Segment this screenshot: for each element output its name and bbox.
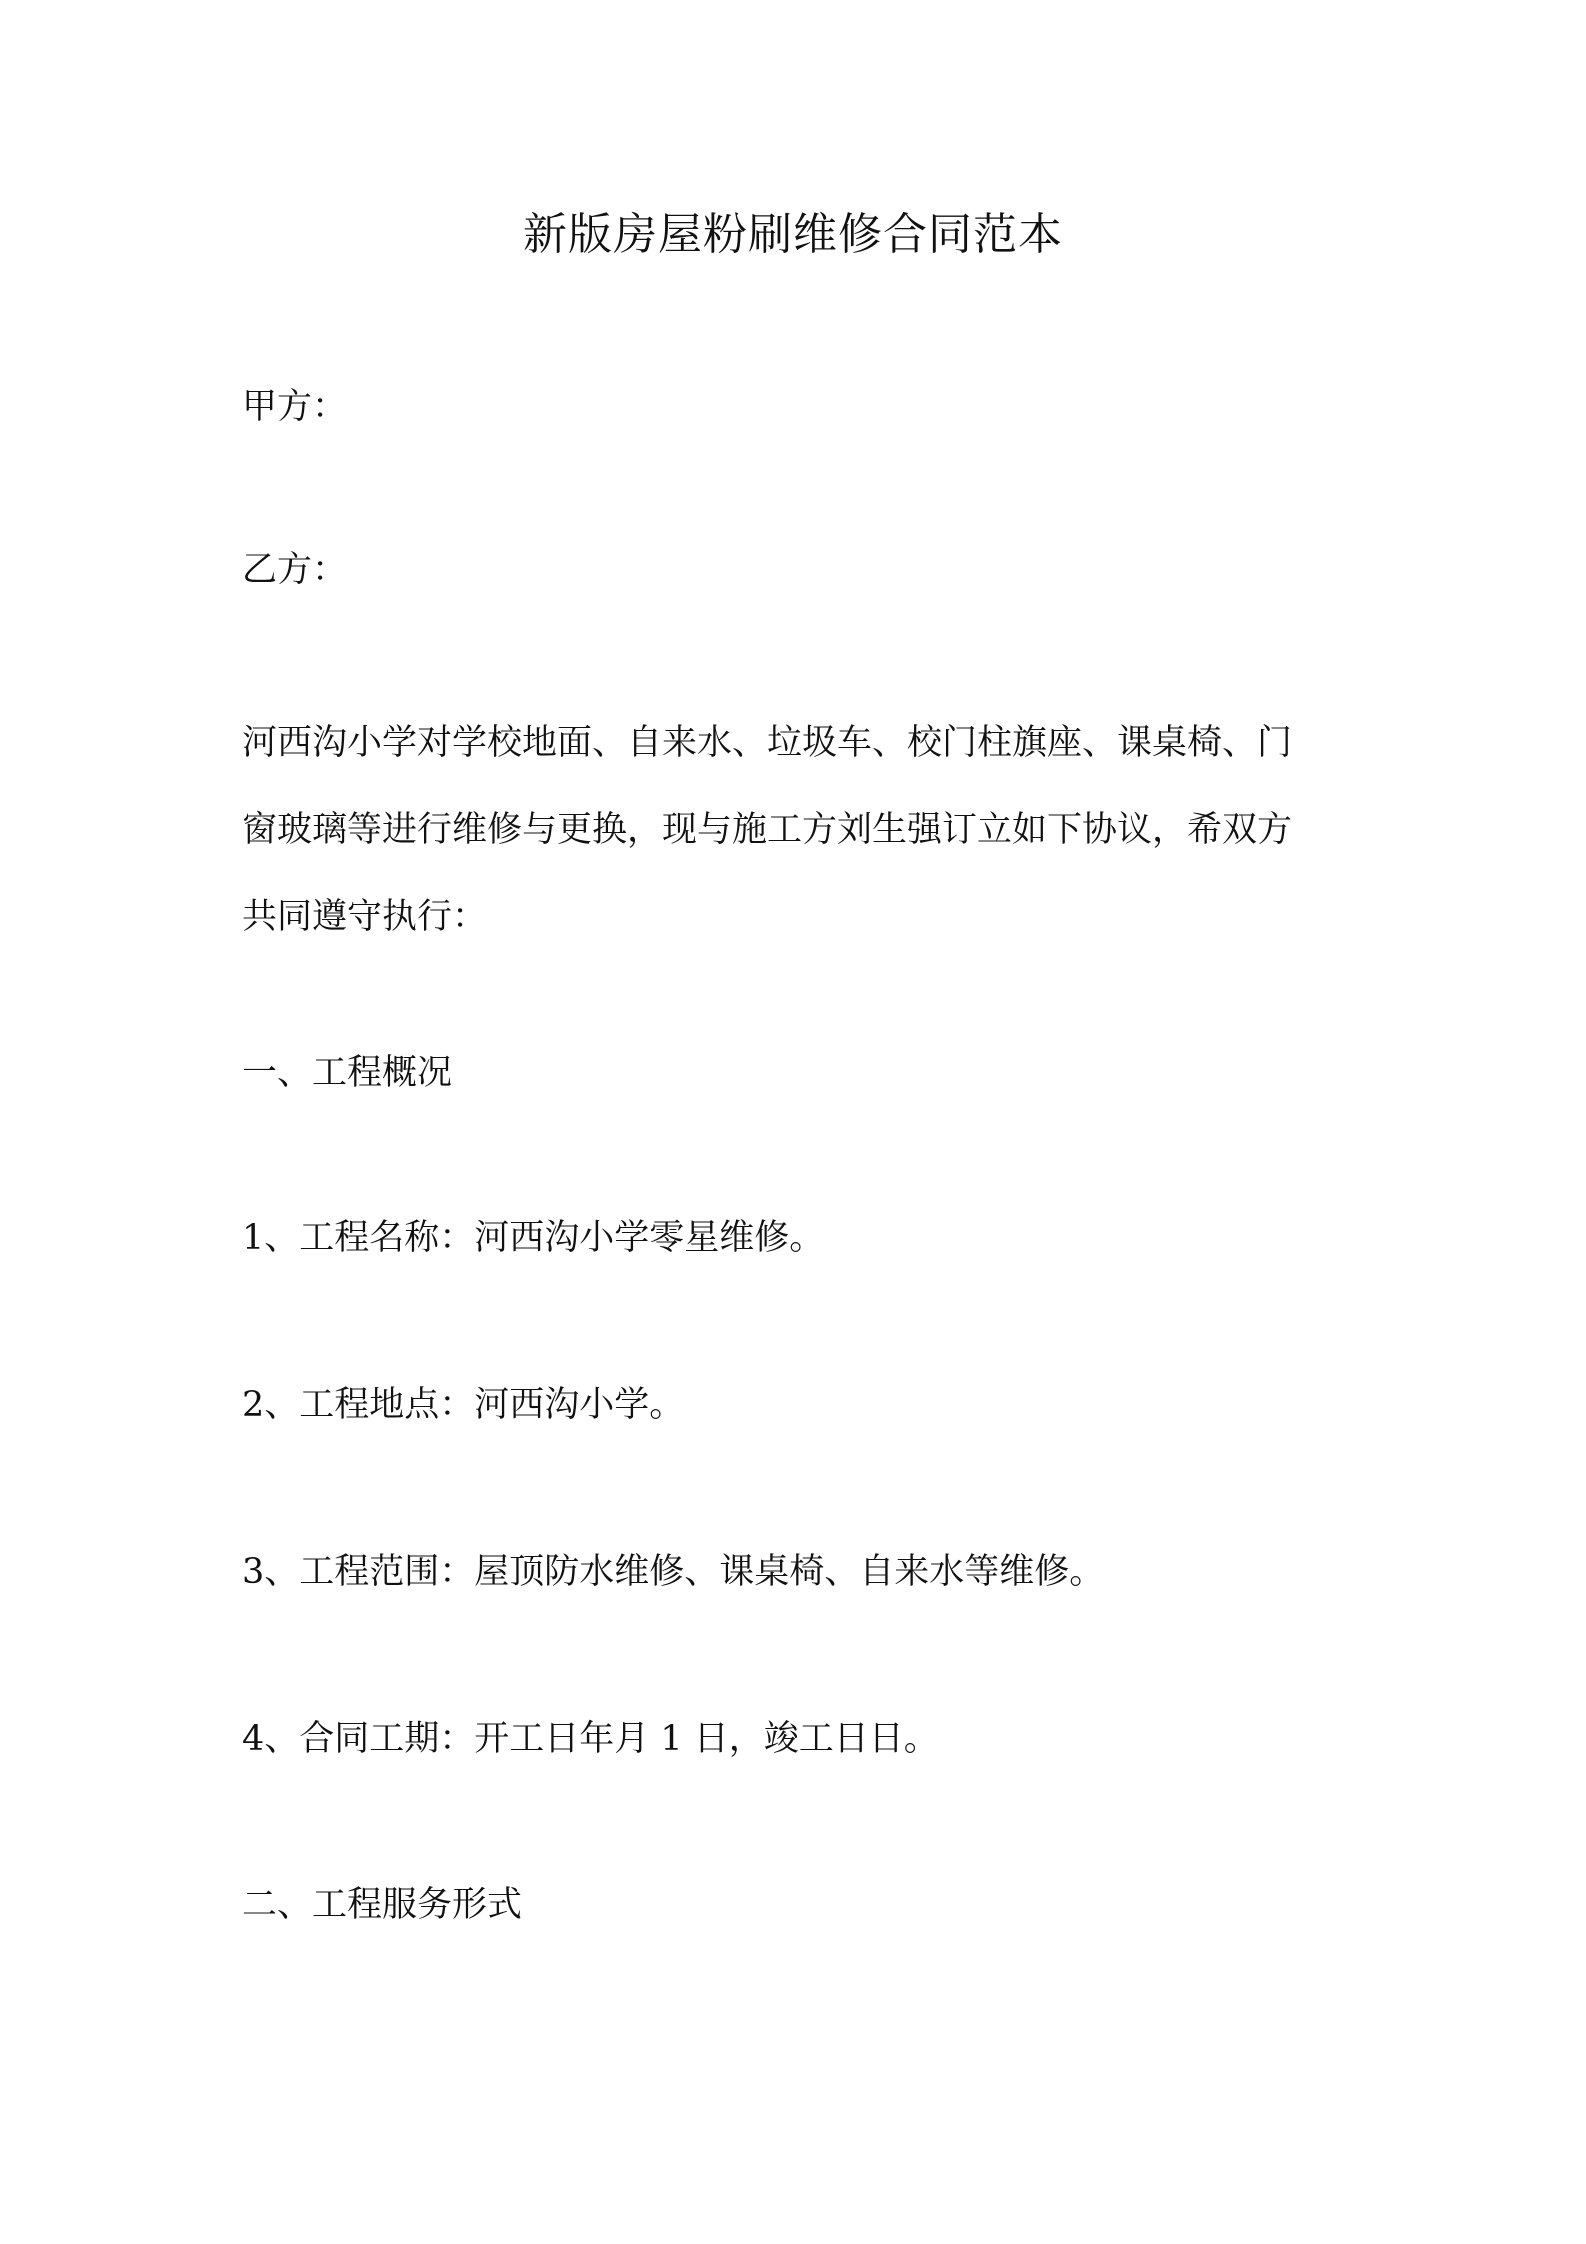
intro-line-3: 共同遵守执行： xyxy=(242,897,488,937)
intro-line-1: 河西沟小学对学校地面、自来水、垃圾车、校门柱旗座、课桌椅、门 xyxy=(242,723,1293,763)
contract-period-item: 4、合同工期：开工日年月 1 日，竣工日日。 xyxy=(242,1719,939,1759)
party-a-label: 甲方： xyxy=(242,387,348,427)
document-title: 新版房屋粉刷维修合同范本 xyxy=(523,209,1063,260)
project-name-item: 1、工程名称：河西沟小学零星维修。 xyxy=(242,1218,825,1258)
section-1-heading: 一、工程概况 xyxy=(242,1053,453,1093)
intro-line-2: 窗玻璃等进行维修与更换，现与施工方刘生强订立如下协议，希双方 xyxy=(242,810,1293,850)
project-location-item: 2、工程地点：河西沟小学。 xyxy=(242,1385,685,1425)
project-scope-item: 3、工程范围：屋顶防水维修、课桌椅、自来水等维修。 xyxy=(242,1552,1105,1592)
intro-paragraph xyxy=(242,700,1352,961)
section-2-heading: 二、工程服务形式 xyxy=(242,1885,523,1925)
party-b-label: 乙方： xyxy=(242,550,348,590)
